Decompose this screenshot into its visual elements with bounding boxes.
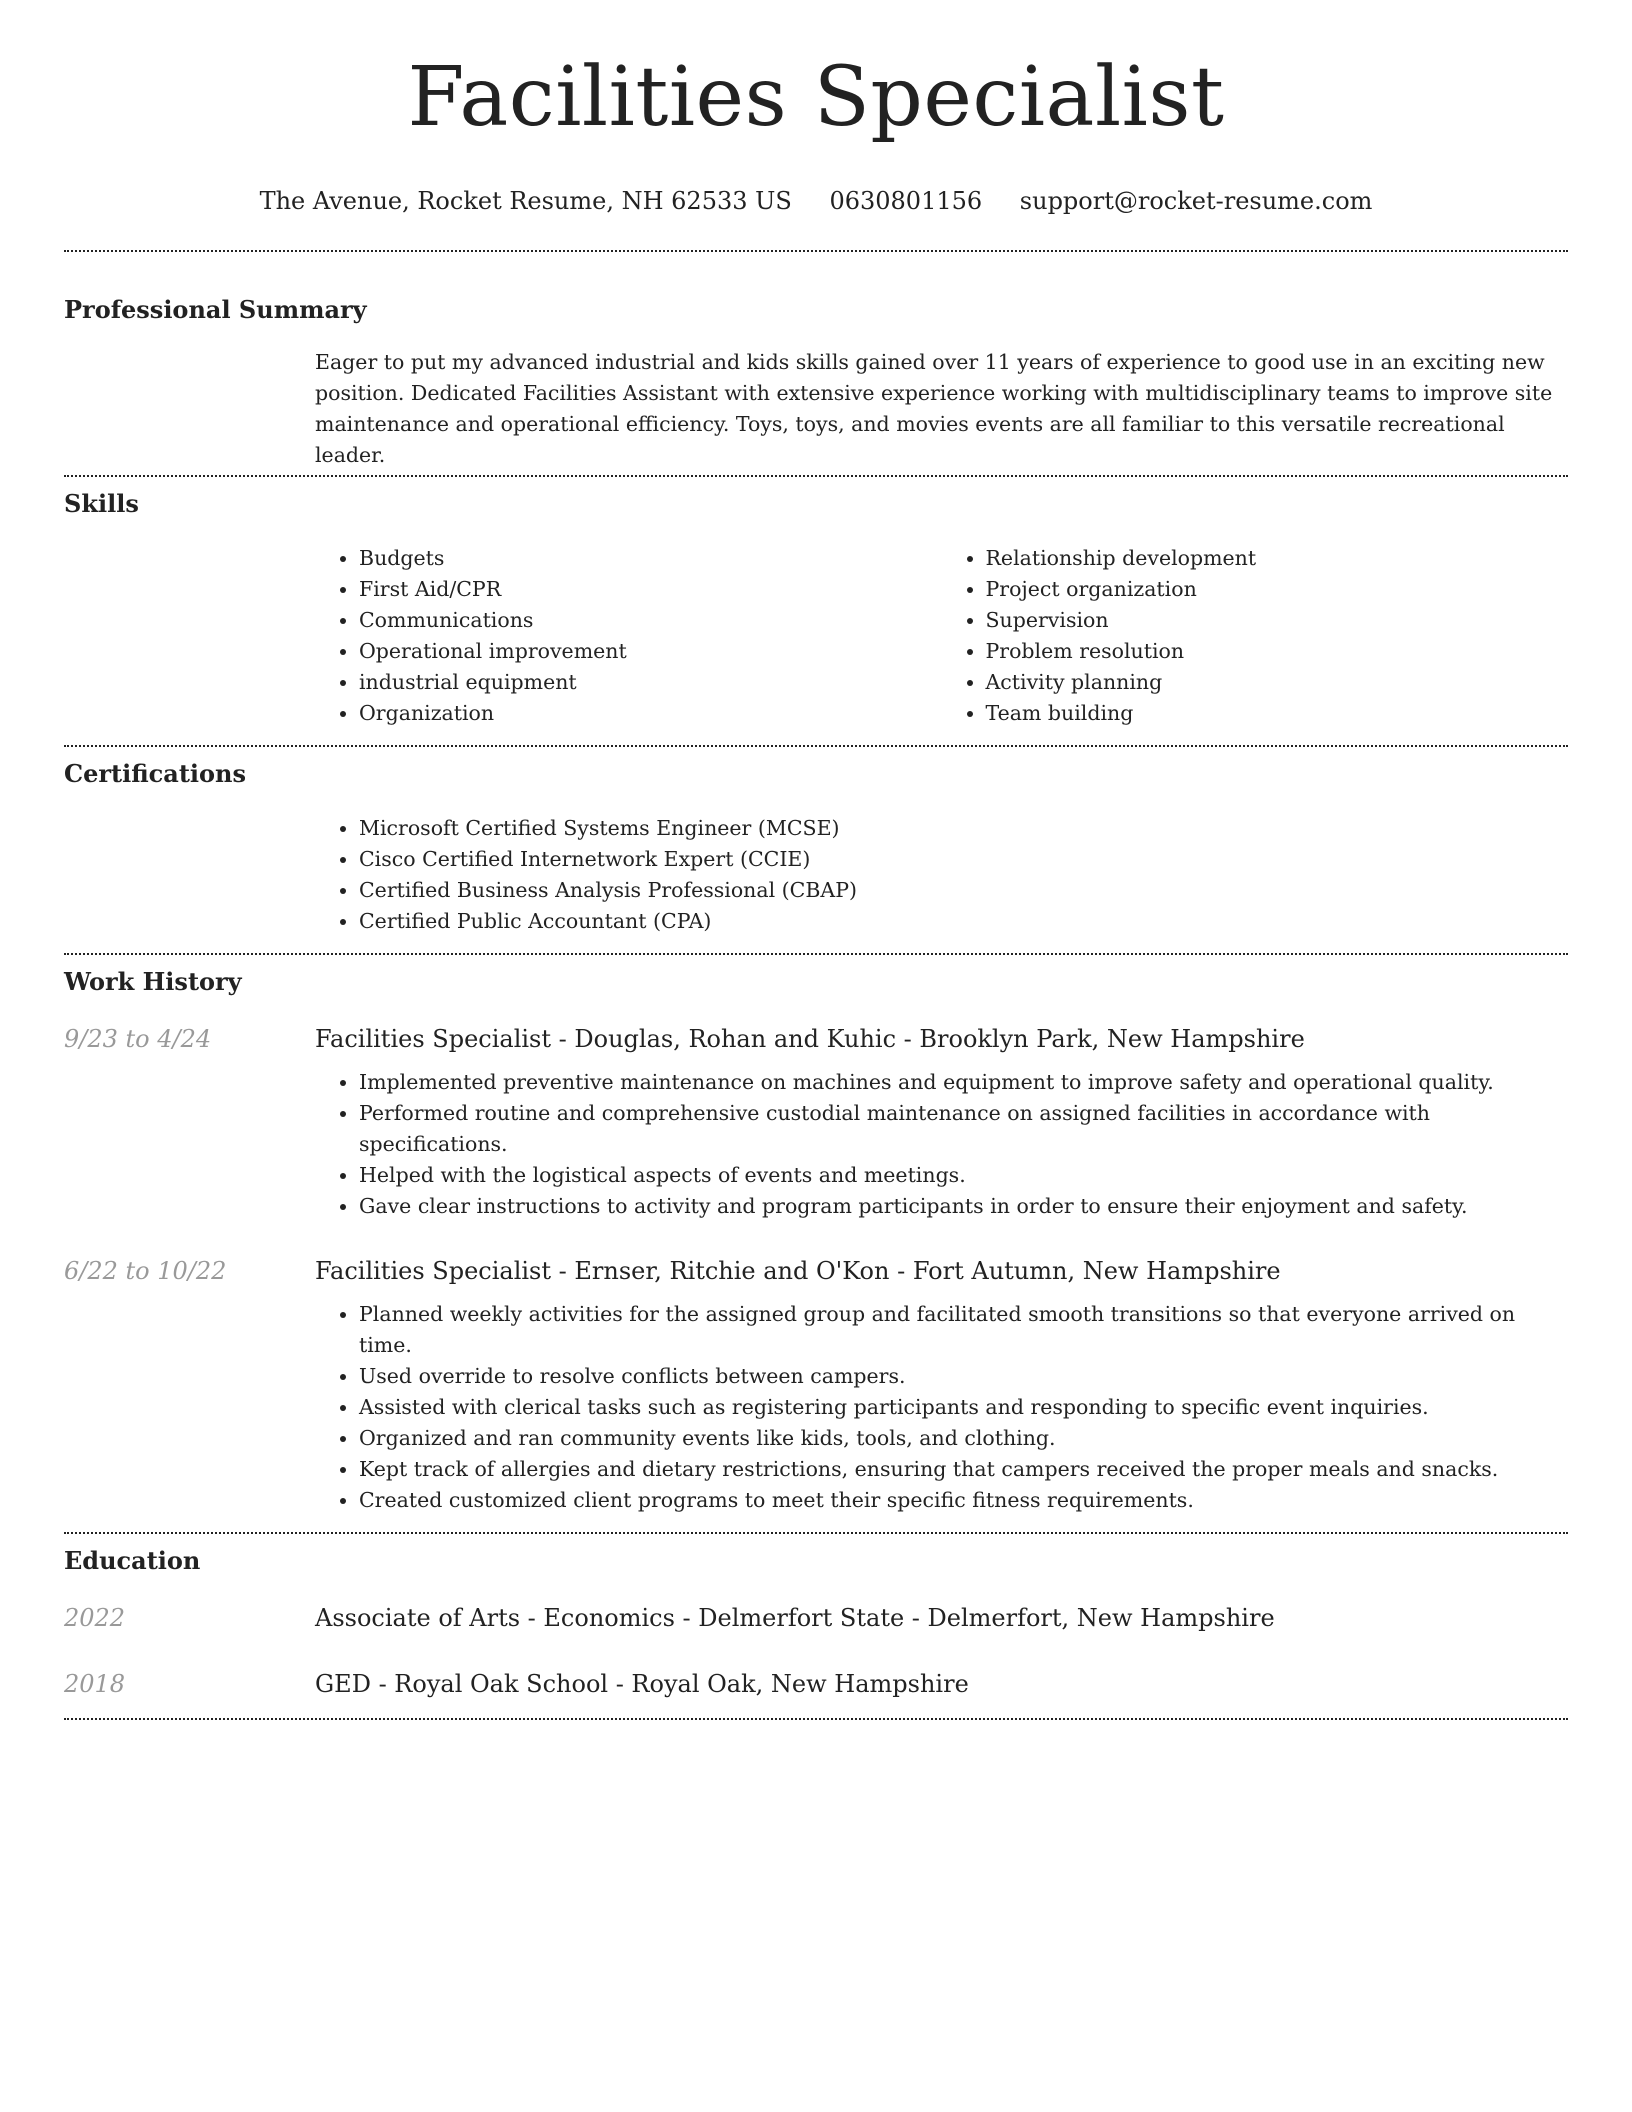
- skills-list-right: [942, 543, 1569, 729]
- job-bullet: • Created customized client programs to meet their specific fitness requirements.: [359, 1485, 1568, 1516]
- skill-item: • Supervision: [986, 605, 1569, 636]
- skill-item: • Team building: [986, 698, 1569, 729]
- section-title-skills: Skills: [64, 489, 139, 518]
- job-bullet: • Organized and ran community events like kids, tools, and clothing.: [359, 1423, 1568, 1454]
- divider: [64, 745, 1568, 747]
- job-bullet-list: [315, 1067, 1568, 1222]
- contact-address: The Avenue, Rocket Resume, NH 62533 US: [259, 187, 792, 215]
- job-heading: Facilities Specialist - Ernser, Ritchie and O'Kon - Fort Autumn, New Hampshire: [315, 1257, 1281, 1285]
- job-header: [64, 1257, 1568, 1285]
- job-header: [64, 1025, 1568, 1053]
- certifications-list: [315, 813, 1568, 937]
- contact-line: [64, 186, 1568, 216]
- skill-item: • First Aid/CPR: [359, 574, 942, 605]
- job-bullet: • Helped with the logistical aspects of events and meetings.: [359, 1160, 1568, 1191]
- divider: [64, 250, 1568, 252]
- section-title-certifications: Certifications: [64, 759, 247, 788]
- skill-item: • Budgets: [359, 543, 942, 574]
- divider: [64, 1718, 1568, 1720]
- education-details: Associate of Arts - Economics - Delmerfort State - Delmerfort, New Hampshire: [315, 1604, 1275, 1632]
- divider: [64, 475, 1568, 477]
- job-bullet: • Planned weekly activities for the assigned group and facilitated smooth transitions so that everyone arrived on time.: [359, 1299, 1568, 1361]
- skill-item: • Relationship development: [986, 543, 1569, 574]
- divider: [64, 953, 1568, 955]
- education-details: GED - Royal Oak School - Royal Oak, New Hampshire: [315, 1670, 969, 1698]
- job-bullet: • Assisted with clerical tasks such as registering participants and responding to specific event inquiries.: [359, 1392, 1568, 1423]
- job-bullet: • Kept track of allergies and dietary restrictions, ensuring that campers received the proper meals and snacks.: [359, 1454, 1568, 1485]
- skills-grid: [315, 543, 1568, 729]
- divider: [64, 1532, 1568, 1534]
- education-year: 2018: [64, 1670, 126, 1698]
- job-bullets: [315, 1299, 1568, 1516]
- job-bullet: • Used override to resolve conflicts between campers.: [359, 1361, 1568, 1392]
- section-title-work-history: Work History: [64, 967, 242, 996]
- job-entry: [64, 1257, 1568, 1516]
- job-bullet-list: [315, 1299, 1568, 1516]
- job-dates: 9/23 to 4/24: [64, 1025, 212, 1053]
- job-bullet: • Performed routine and comprehensive custodial maintenance on assigned facilities in accordance with specifications.: [359, 1098, 1568, 1160]
- job-bullets: [315, 1067, 1568, 1222]
- section-title-summary: Professional Summary: [64, 295, 367, 324]
- skills-list-left: [315, 543, 942, 729]
- contact-phone: 0630801156: [829, 187, 983, 215]
- skill-item: • Organization: [359, 698, 942, 729]
- section-title-education: Education: [64, 1546, 201, 1575]
- certifications-block: [315, 813, 1568, 937]
- education-entry: [64, 1604, 1568, 1632]
- candidate-name: Facilities Specialist: [407, 50, 1225, 145]
- summary-text: Eager to put my advanced industrial and kids skills gained over 11 years of experience to good use in an exciting new position. Dedicated Facilities Assistant with extensive experience working with multidisciplinary teams to improve site maintenance and operational efficiency. Toys, toys, and movies events are all familiar to this versatile recreational leader.: [315, 350, 1553, 467]
- job-heading: Facilities Specialist - Douglas, Rohan and Kuhic - Brooklyn Park, New Hampshire: [315, 1025, 1305, 1053]
- resume-page: [64, 0, 1568, 1720]
- skill-item: • Project organization: [986, 574, 1569, 605]
- job-entry: [64, 1025, 1568, 1222]
- skill-item: • Operational improvement: [359, 636, 942, 667]
- skill-item: • Problem resolution: [986, 636, 1569, 667]
- job-bullet: • Gave clear instructions to activity and program participants in order to ensure their enjoyment and safety.: [359, 1191, 1568, 1222]
- contact-email: support@rocket-resume.com: [1019, 187, 1373, 215]
- certification-item: • Microsoft Certified Systems Engineer (MCSE): [359, 813, 1568, 844]
- certification-item: • Certified Business Analysis Professional (CBAP): [359, 875, 1568, 906]
- job-dates: 6/22 to 10/22: [64, 1257, 227, 1285]
- education-year: 2022: [64, 1604, 126, 1632]
- certification-item: • Certified Public Accountant (CPA): [359, 906, 1568, 937]
- skill-item: • industrial equipment: [359, 667, 942, 698]
- job-bullet: • Implemented preventive maintenance on machines and equipment to improve safety and operational quality.: [359, 1067, 1568, 1098]
- education-entry: [64, 1670, 1568, 1698]
- skill-item: • Activity planning: [986, 667, 1569, 698]
- certification-item: • Cisco Certified Internetwork Expert (CCIE): [359, 844, 1568, 875]
- skill-item: • Communications: [359, 605, 942, 636]
